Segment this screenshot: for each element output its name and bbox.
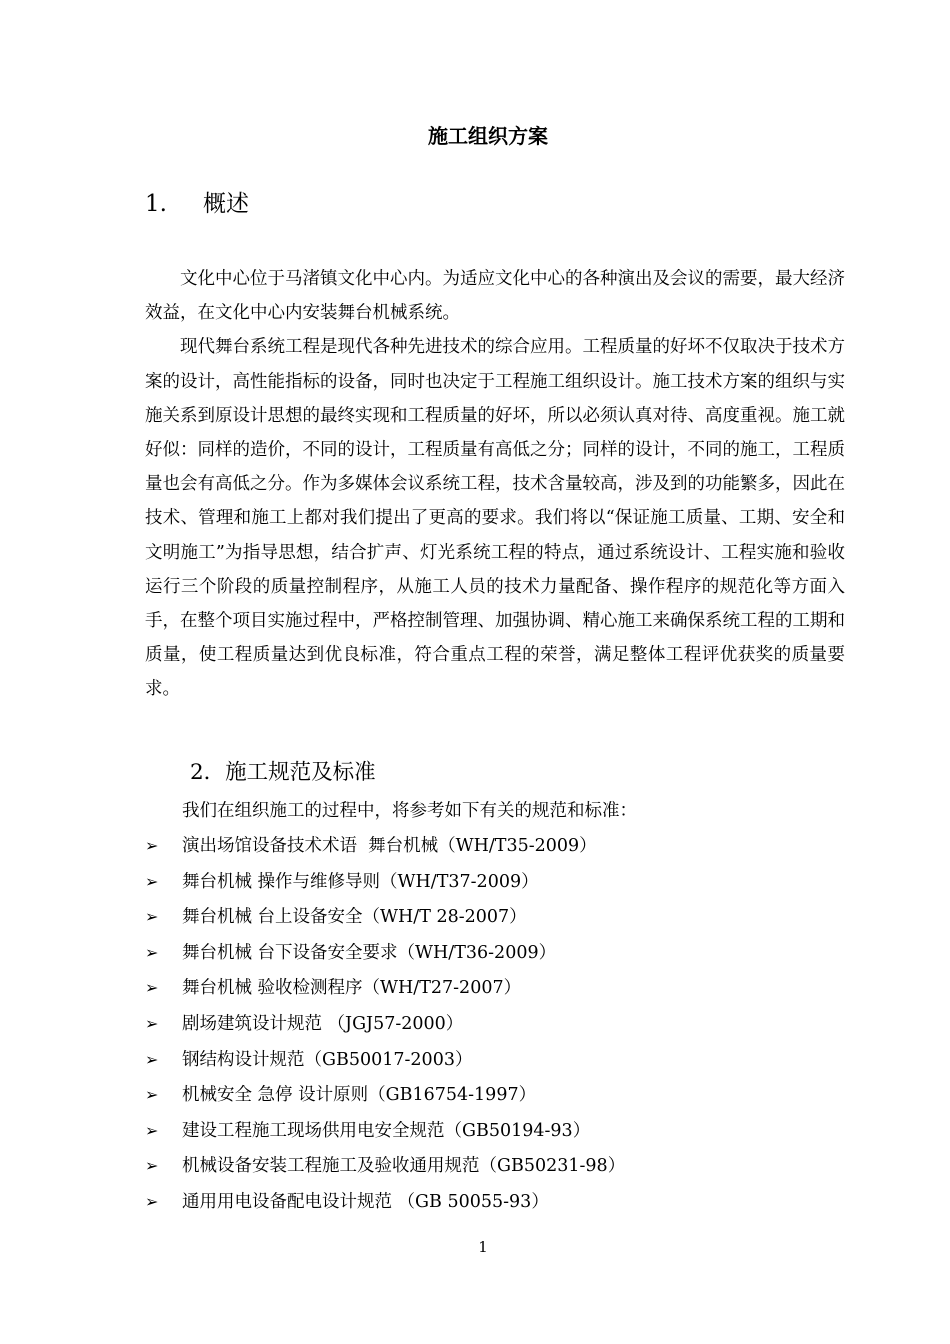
list-item	[145, 1184, 625, 1220]
arrow-bullet-icon: ➢	[145, 1013, 159, 1033]
standard-text: 舞台机械 台上设备安全（WH/T 28-2007）	[182, 907, 527, 928]
arrow-bullet-icon: ➢	[145, 836, 159, 855]
standard-text: 演出场馆设备技术术语 舞台机械（WH/T35-2009）	[182, 836, 597, 856]
arrow-bullet-icon: ➢	[145, 942, 159, 962]
arrow-bullet-icon: ➢	[145, 1156, 159, 1176]
paragraph-intro: 文化中心位于马渚镇文化中心内。为适应文化中心的各种演出及会议的需要，最大经济效益，在文化中心内安装舞台机械系统。	[145, 269, 845, 324]
section-1-number: 1.	[145, 191, 167, 217]
standard-text: 钢结构设计规范（GB50017-2003）	[182, 1049, 473, 1070]
arrow-bullet-icon: ➢	[145, 1085, 159, 1105]
standards-list	[145, 828, 625, 1220]
arrow-bullet-icon: ➢	[145, 978, 159, 998]
section-1-heading	[145, 188, 249, 220]
standard-text: 建设工程施工现场供用电安全规范（GB50194-93）	[182, 1120, 591, 1141]
section-1-title: 概述	[203, 191, 249, 217]
section-2-heading: 2．施工规范及标准	[190, 760, 376, 785]
list-item	[145, 935, 625, 971]
standard-text: 机械安全 急停 设计原则（GB16754-1997）	[182, 1085, 537, 1106]
list-item	[145, 1113, 625, 1149]
arrow-bullet-icon: ➢	[145, 907, 159, 927]
standard-text: 舞台机械 验收检测程序（WH/T27-2007）	[182, 978, 522, 999]
standard-text: 舞台机械 操作与维修导则（WH/T37-2009）	[182, 871, 539, 892]
paragraph-quality: 现代舞台系统工程是现代各种先进技术的综合应用。工程质量的好坏不仅取决于技术方案的设计，高性能指标的设备，同时也决定于工程施工组织设计。施工技术方案的组织与实施关系到原设计思想的最终实现和工程质量的好坏，所以必须认真对待、高度重视。施工就好似：同样的造价，不同的设计，工程质量有高低之分；同样的设计，不同的施工，工程质量也会有高低之分。作为多媒体会议系统工程，技术含量较高，涉及到的功能繁多，因此在技术、管理和施工上都对我们提出了更高的要求。我们将以“保证施工质量、工期、安全和文明施工”为指导思想，结合扩声、灯光系统工程的特点，通过系统设计、工程实施和验收运行三个阶段的质量控制程序，从施工人员的技术力量配备、操作程序的规范化等方面入手，在整个项目实施过程中，严格控制管理、加强协调、精心施工来确保系统工程的工期和质量，使工程质量达到优良标准，符合重点工程的荣誉，满足整体工程评优获奖的质量要求。	[145, 337, 845, 700]
page-number: 1	[478, 1238, 488, 1256]
list-item	[145, 828, 625, 864]
list-item	[145, 1077, 625, 1113]
section-1-body	[145, 262, 845, 707]
list-item	[145, 970, 625, 1006]
arrow-bullet-icon: ➢	[145, 1120, 159, 1140]
standard-text: 舞台机械 台下设备安全要求（WH/T36-2009）	[182, 942, 557, 963]
arrow-bullet-icon: ➢	[145, 1191, 159, 1211]
list-item	[145, 864, 625, 900]
standard-text: 机械设备安装工程施工及验收通用规范（GB50231-98）	[182, 1156, 626, 1177]
list-item	[145, 1148, 625, 1184]
list-item	[145, 1042, 625, 1078]
list-item	[145, 899, 625, 935]
document-title: 施工组织方案	[428, 124, 548, 148]
standard-text: 剧场建筑设计规范 （JGJ57-2000）	[182, 1013, 464, 1034]
section-2-intro: 我们在组织施工的过程中，将参考如下有关的规范和标准：	[182, 801, 637, 821]
arrow-bullet-icon: ➢	[145, 1049, 159, 1069]
arrow-bullet-icon: ➢	[145, 871, 159, 891]
standard-text: 通用用电设备配电设计规范 （GB 50055-93）	[182, 1191, 549, 1212]
list-item	[145, 1006, 625, 1042]
